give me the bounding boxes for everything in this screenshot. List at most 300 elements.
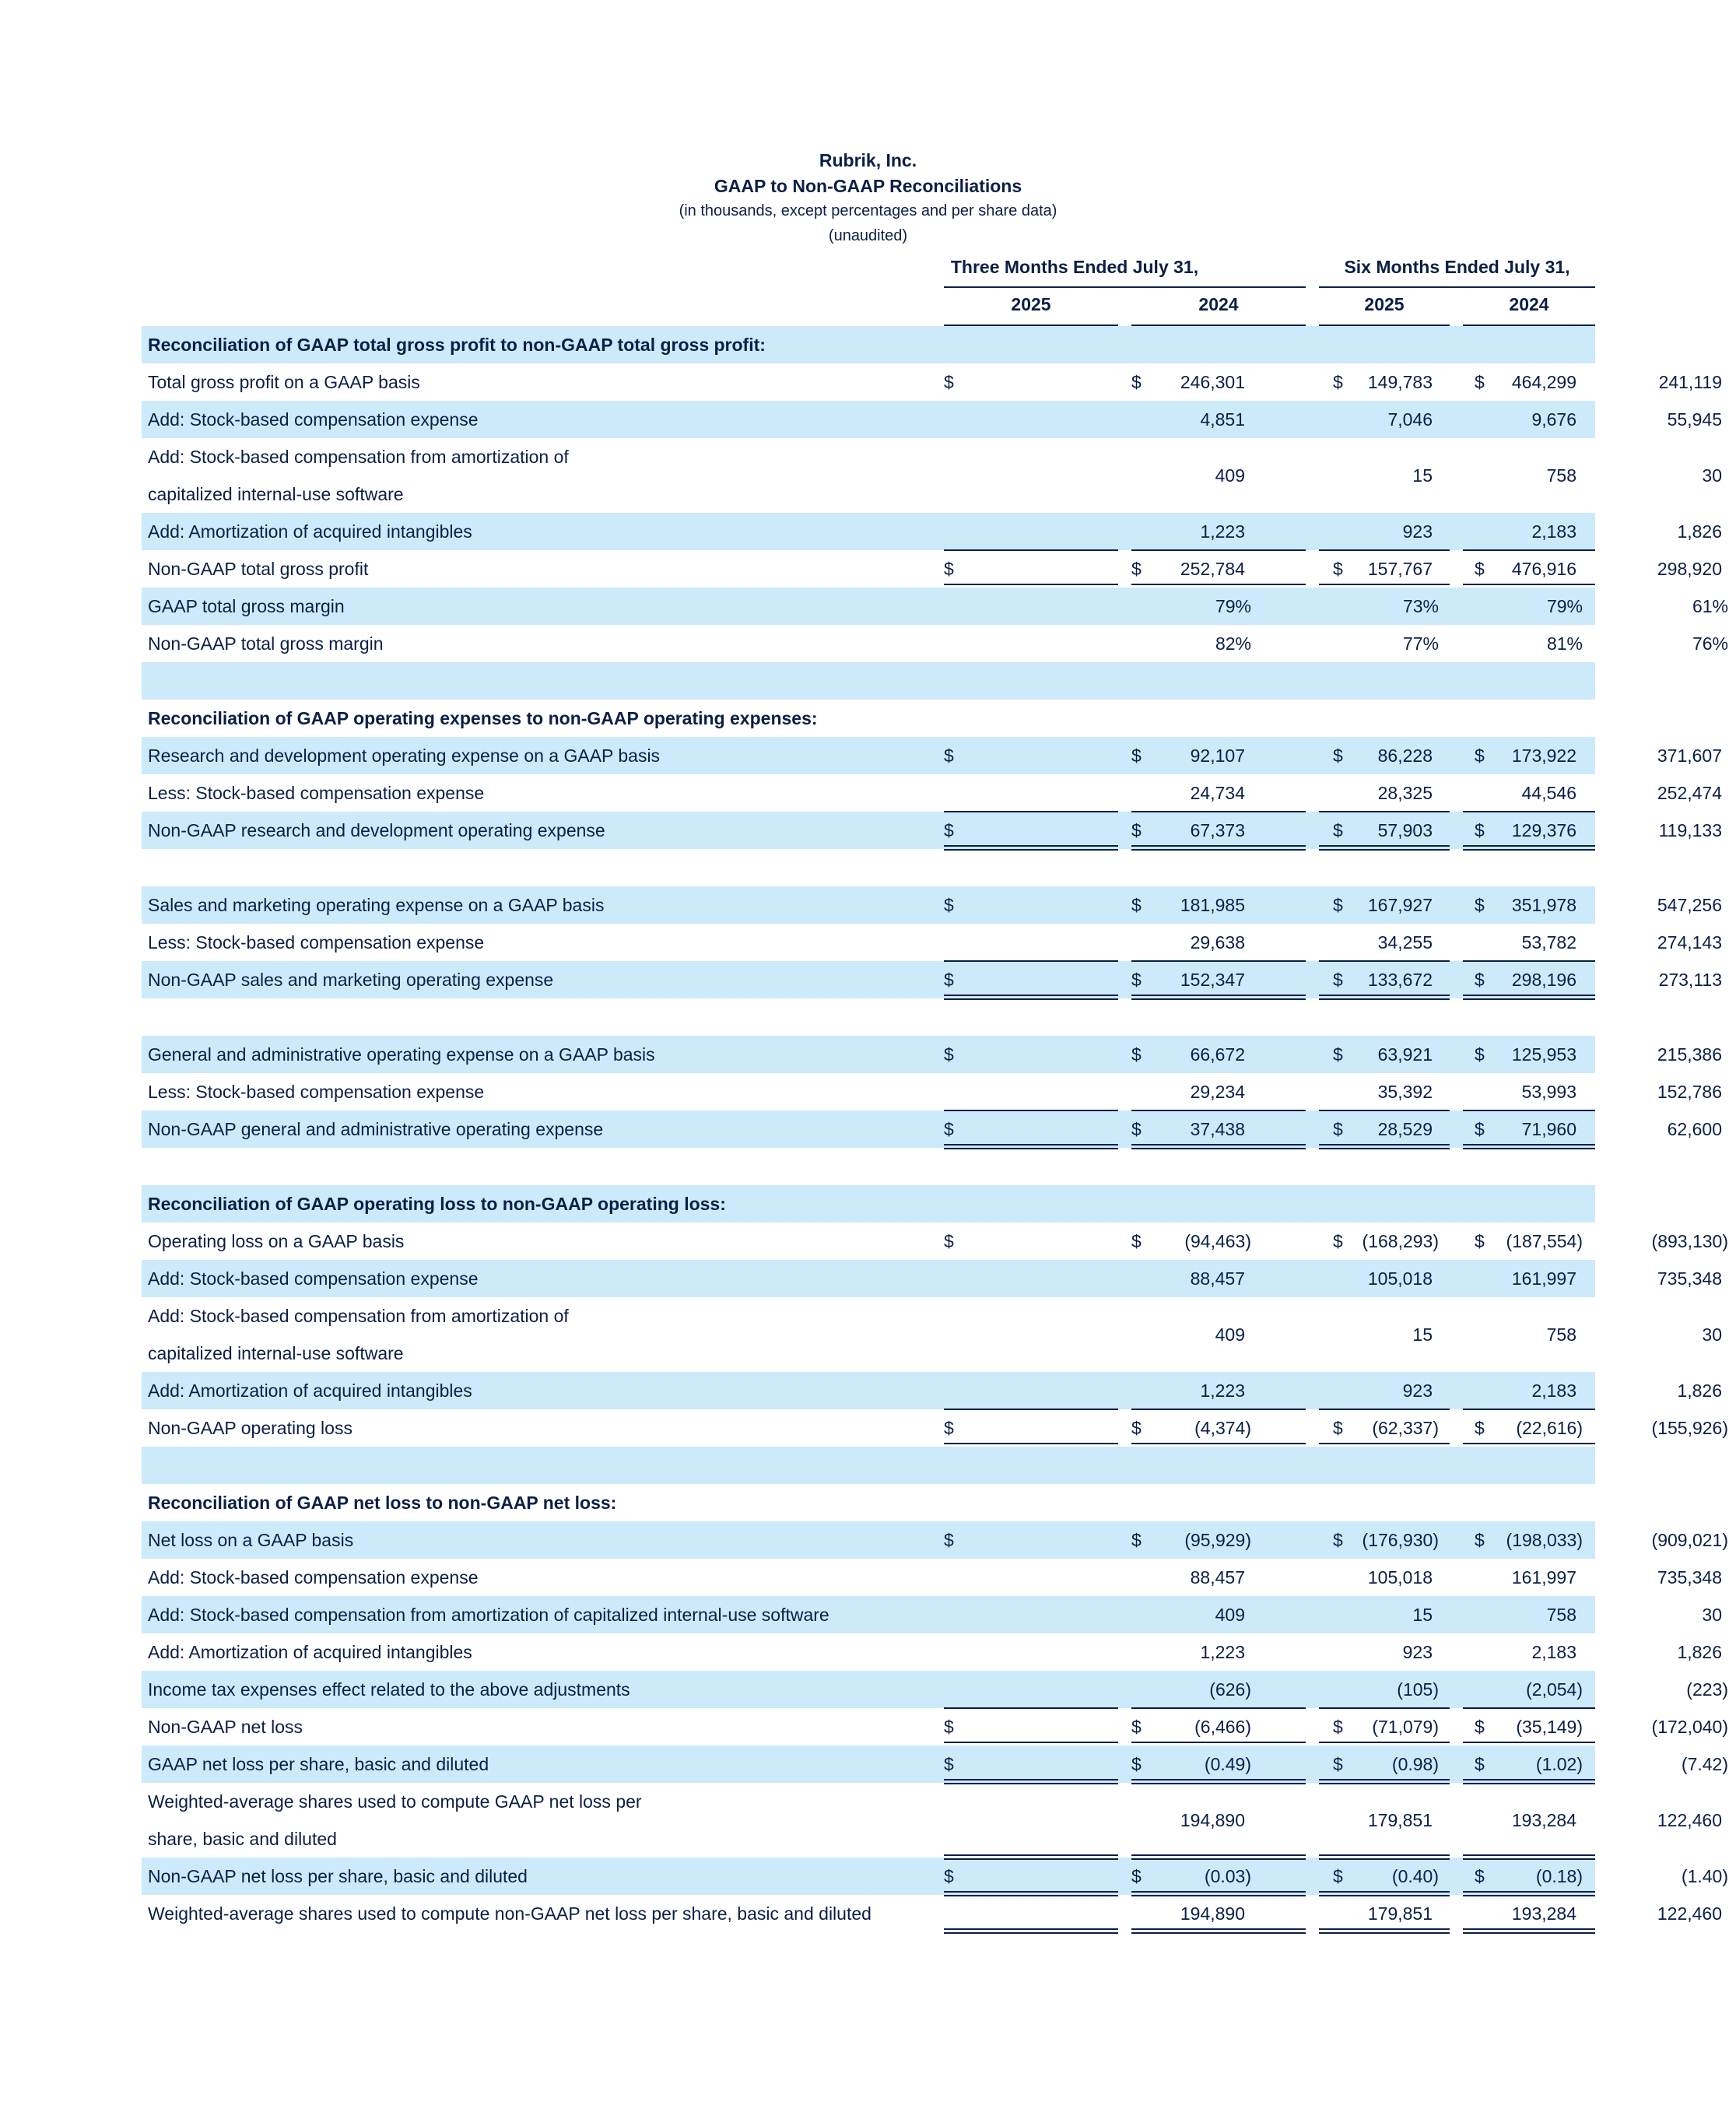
currency-symbol: $ — [944, 1866, 954, 1886]
cell-value: 29,638 — [1190, 932, 1245, 953]
cell-value: 122,460 — [1657, 1903, 1722, 1924]
currency-symbol: $ — [1131, 1231, 1142, 1251]
cell-value: 2,183 — [1531, 521, 1576, 542]
top-rule — [1131, 1707, 1306, 1709]
table-row — [142, 438, 1722, 513]
currency-symbol: $ — [944, 970, 954, 990]
currency-symbol: $ — [1475, 559, 1485, 579]
top-rule — [1319, 549, 1450, 551]
top-rule — [1463, 1110, 1595, 1111]
cell-value: (62,337) — [1372, 1418, 1439, 1438]
cell-value: 76% — [1692, 633, 1728, 654]
cell-value: 476,916 — [1511, 559, 1576, 579]
cell-value: 105,018 — [1367, 1567, 1433, 1588]
row-label: Non-GAAP net loss per share, basic and diluted — [148, 1866, 528, 1886]
section-title: Reconciliation of GAAP operating loss to non-GAAP operating loss: — [148, 1194, 726, 1214]
top-rule — [1319, 960, 1450, 962]
top-rule — [1463, 1707, 1595, 1709]
cell-value: 157,767 — [1367, 559, 1433, 579]
cell-value: (71,079) — [1372, 1717, 1439, 1737]
cell-value: 758 — [1546, 1605, 1576, 1625]
currency-symbol: $ — [1333, 1418, 1343, 1438]
spacer-row — [142, 998, 1595, 1036]
total-underline — [1319, 1928, 1450, 1934]
cell-value: (909,021) — [1651, 1530, 1728, 1550]
top-rule — [1131, 1110, 1306, 1111]
cell-value: 298,920 — [1657, 559, 1722, 579]
column-year-header: 2025 — [1364, 294, 1405, 314]
table-row — [142, 924, 1722, 961]
table-row — [142, 1671, 1728, 1708]
cell-value: (22,616) — [1516, 1418, 1583, 1438]
cell-value: 24,734 — [1190, 783, 1245, 803]
cell-value: (0.98) — [1391, 1754, 1439, 1774]
cell-value: 77% — [1402, 633, 1439, 654]
cell-value: 1,223 — [1200, 1381, 1245, 1401]
top-rule — [944, 1707, 1118, 1709]
currency-symbol: $ — [1475, 1231, 1485, 1251]
currency-symbol: $ — [1131, 1418, 1142, 1438]
cell-value: (0.40) — [1391, 1866, 1439, 1886]
currency-symbol: $ — [1333, 895, 1343, 915]
cell-value: 66,672 — [1190, 1044, 1245, 1065]
cell-value: 273,113 — [1658, 970, 1722, 990]
currency-symbol: $ — [1131, 895, 1142, 915]
currency-symbol: $ — [1131, 1530, 1142, 1550]
cell-value: 173,922 — [1511, 746, 1576, 766]
top-rule — [1319, 811, 1450, 812]
cell-value: 735,348 — [1657, 1567, 1722, 1588]
currency-symbol: $ — [1333, 372, 1343, 392]
cell-value: (6,466) — [1194, 1717, 1251, 1737]
cell-value: (187,554) — [1506, 1231, 1583, 1251]
top-rule — [944, 549, 1118, 551]
table-row — [142, 1745, 1728, 1783]
cell-value: 409 — [1215, 1324, 1245, 1345]
cell-value: 79% — [1215, 596, 1251, 616]
table-row — [142, 401, 1722, 438]
top-rule — [1463, 1409, 1595, 1410]
table-row — [142, 1260, 1722, 1297]
currency-symbol: $ — [1475, 1119, 1485, 1139]
total-underline — [944, 1928, 1118, 1934]
currency-symbol: $ — [944, 746, 954, 766]
cell-value: 409 — [1215, 1605, 1245, 1625]
currency-symbol: $ — [1131, 372, 1142, 392]
cell-value: (0.49) — [1204, 1754, 1251, 1774]
cell-value: 35,392 — [1377, 1082, 1433, 1102]
row-label: Non-GAAP general and administrative operating expense — [148, 1119, 604, 1139]
currency-symbol: $ — [1131, 559, 1142, 579]
cell-value: 194,890 — [1180, 1903, 1245, 1924]
table-row — [142, 812, 1722, 849]
top-rule — [944, 1110, 1118, 1111]
table-row — [142, 1297, 1722, 1372]
top-rule — [1131, 1854, 1306, 1860]
cell-value: 1,223 — [1200, 1642, 1245, 1662]
cell-value: 215,386 — [1657, 1044, 1722, 1065]
row-label: Add: Stock-based compensation expense — [148, 409, 479, 430]
cell-value: 53,993 — [1521, 1082, 1576, 1102]
cell-value: (893,130) — [1651, 1231, 1728, 1251]
cell-value: 88,457 — [1190, 1268, 1245, 1289]
currency-symbol: $ — [1475, 1754, 1485, 1774]
top-rule — [944, 1854, 1118, 1860]
cell-value: 167,927 — [1367, 895, 1433, 915]
currency-symbol: $ — [1475, 1530, 1485, 1550]
cell-value: 547,256 — [1657, 895, 1722, 915]
cell-value: 28,529 — [1377, 1119, 1433, 1139]
table-row — [142, 1409, 1728, 1447]
cell-value: 105,018 — [1367, 1268, 1433, 1289]
top-rule — [1131, 1409, 1306, 1410]
cell-value: (4,374) — [1194, 1418, 1251, 1438]
cell-value: 181,985 — [1180, 895, 1245, 915]
table-row — [142, 1223, 1728, 1260]
currency-symbol: $ — [1475, 746, 1485, 766]
cell-value: 28,325 — [1377, 783, 1433, 803]
currency-symbol: $ — [1333, 1530, 1343, 1550]
table-row — [142, 1633, 1722, 1671]
cell-value: 152,786 — [1657, 1082, 1722, 1102]
row-label: Non-GAAP total gross margin — [148, 633, 384, 654]
cell-value: 57,903 — [1377, 820, 1433, 840]
cell-value: 37,438 — [1190, 1119, 1245, 1139]
currency-symbol: $ — [1333, 746, 1343, 766]
row-label: Add: Stock-based compensation expense — [148, 1268, 479, 1289]
row-label: Add: Amortization of acquired intangibles — [148, 521, 472, 542]
section-header-row — [142, 1185, 1595, 1223]
top-rule — [1463, 960, 1595, 962]
currency-symbol: $ — [944, 1044, 954, 1065]
section-title: Reconciliation of GAAP net loss to non-GAAP net loss: — [148, 1493, 617, 1513]
column-year-header: 2024 — [1198, 294, 1239, 314]
currency-symbol: $ — [1131, 820, 1142, 840]
table-row — [142, 737, 1722, 774]
currency-symbol: $ — [944, 1418, 954, 1438]
cell-value: 9,676 — [1531, 409, 1576, 430]
cell-value: 119,133 — [1658, 820, 1722, 840]
row-label: Sales and marketing operating expense on a GAAP basis — [148, 895, 605, 915]
top-rule — [944, 811, 1118, 812]
cell-value: 1,826 — [1677, 521, 1722, 542]
cell-value: 371,607 — [1657, 746, 1722, 766]
table-row — [142, 1783, 1722, 1858]
cell-value: 125,953 — [1511, 1044, 1576, 1065]
currency-symbol: $ — [944, 1754, 954, 1774]
top-rule — [1131, 549, 1306, 551]
cell-value: (95,929) — [1184, 1530, 1251, 1550]
currency-symbol: $ — [1131, 1717, 1142, 1737]
row-label: Add: Stock-based compensation expense — [148, 1567, 479, 1588]
currency-symbol: $ — [1333, 970, 1343, 990]
currency-symbol: $ — [1475, 895, 1485, 915]
cell-value: (168,293) — [1362, 1231, 1439, 1251]
table-row — [142, 550, 1722, 588]
table-row — [142, 1073, 1722, 1110]
row-label: Add: Stock-based compensation from amortization of capitalized internal-use software — [148, 1605, 829, 1625]
currency-symbol: $ — [944, 1717, 954, 1737]
cell-value: 55,945 — [1667, 409, 1722, 430]
section-title: Reconciliation of GAAP operating expenses to non-GAAP operating expenses: — [148, 708, 818, 728]
cell-value: 464,299 — [1511, 372, 1576, 392]
row-label-continued: share, basic and diluted — [148, 1829, 337, 1849]
cell-value: 1,223 — [1200, 521, 1245, 542]
cell-value: 61% — [1692, 596, 1728, 616]
top-rule — [1131, 960, 1306, 962]
cell-value: 2,183 — [1531, 1642, 1576, 1662]
row-label: Net loss on a GAAP basis — [148, 1530, 354, 1550]
total-underline — [1131, 1928, 1306, 1934]
table-row — [142, 625, 1728, 662]
table-row — [142, 1372, 1722, 1409]
cell-value: 122,460 — [1657, 1810, 1722, 1830]
table-row — [142, 1858, 1728, 1895]
table-row — [142, 1895, 1722, 1932]
currency-symbol: $ — [944, 1119, 954, 1139]
row-label: Less: Stock-based compensation expense — [148, 1082, 485, 1102]
cell-value: (223) — [1686, 1679, 1728, 1700]
row-label: Add: Amortization of acquired intangibles — [148, 1642, 472, 1662]
top-rule — [1463, 1854, 1595, 1860]
cell-value: 193,284 — [1511, 1810, 1576, 1830]
row-label: Research and development operating expense on a GAAP basis — [148, 746, 661, 766]
currency-symbol: $ — [1131, 970, 1142, 990]
table-row — [142, 1036, 1722, 1073]
currency-symbol: $ — [1475, 1717, 1485, 1737]
cell-value: 67,373 — [1190, 820, 1245, 840]
column-year-header: 2025 — [1011, 294, 1051, 314]
row-label: Weighted-average shares used to compute non-GAAP net loss per share, basic and diluted — [148, 1903, 872, 1924]
cell-value: 29,234 — [1190, 1082, 1245, 1102]
cell-value: 71,960 — [1521, 1119, 1576, 1139]
row-label: Add: Stock-based compensation from amortization of — [148, 1306, 569, 1326]
row-label: GAAP total gross margin — [148, 596, 345, 616]
cell-value: 15 — [1412, 465, 1433, 486]
audit-note: (unaudited) — [828, 227, 908, 244]
spacer-row — [142, 1148, 1595, 1185]
cell-value: 44,546 — [1521, 783, 1576, 803]
cell-value: 34,255 — [1377, 932, 1433, 953]
cell-value: 241,119 — [1658, 372, 1722, 392]
cell-value: 152,347 — [1180, 970, 1245, 990]
cell-value: 351,978 — [1511, 895, 1576, 915]
currency-symbol: $ — [1333, 1119, 1343, 1139]
top-rule — [1319, 1409, 1450, 1410]
top-rule — [1463, 811, 1595, 812]
table-row — [142, 961, 1722, 998]
cell-value: 30 — [1702, 1324, 1722, 1345]
cell-value: 73% — [1402, 596, 1439, 616]
section-header-row — [142, 326, 1595, 363]
row-label: GAAP net loss per share, basic and diluted — [148, 1754, 489, 1774]
cell-value: 4,851 — [1200, 409, 1245, 430]
spacer-row — [142, 849, 1595, 886]
currency-symbol: $ — [1475, 1044, 1485, 1065]
table-row — [142, 1521, 1728, 1559]
cell-value: 923 — [1402, 521, 1433, 542]
cell-value: (0.18) — [1535, 1866, 1583, 1886]
currency-symbol: $ — [1131, 1866, 1142, 1886]
cell-value: (94,463) — [1184, 1231, 1251, 1251]
row-label-continued: capitalized internal-use software — [148, 484, 404, 504]
table-row — [142, 588, 1728, 625]
currency-symbol: $ — [1475, 970, 1485, 990]
currency-symbol: $ — [1333, 820, 1343, 840]
currency-symbol: $ — [944, 895, 954, 915]
row-label: Non-GAAP research and development operating expense — [148, 820, 605, 840]
cell-value: (105) — [1397, 1679, 1439, 1700]
cell-value: 298,196 — [1511, 970, 1576, 990]
cell-value: 82% — [1215, 633, 1251, 654]
currency-symbol: $ — [944, 372, 954, 392]
cell-value: 88,457 — [1190, 1567, 1245, 1588]
cell-value: 133,672 — [1367, 970, 1433, 990]
cell-value: (172,040) — [1651, 1717, 1728, 1737]
currency-symbol: $ — [1333, 559, 1343, 579]
top-rule — [1463, 549, 1595, 551]
currency-symbol: $ — [944, 1530, 954, 1550]
currency-symbol: $ — [1333, 1231, 1343, 1251]
cell-value: (155,926) — [1651, 1418, 1728, 1438]
row-label: Add: Stock-based compensation from amortization of — [148, 447, 569, 467]
cell-value: 81% — [1546, 633, 1583, 654]
top-rule — [1319, 1707, 1450, 1709]
cell-value: 193,284 — [1511, 1903, 1576, 1924]
row-label: Less: Stock-based compensation expense — [148, 783, 485, 803]
section-header-row — [142, 1484, 1595, 1521]
currency-symbol: $ — [944, 559, 954, 579]
cell-value: 194,890 — [1180, 1810, 1245, 1830]
cell-value: 92,107 — [1190, 746, 1245, 766]
currency-symbol: $ — [1333, 1866, 1343, 1886]
column-year-header: 2024 — [1509, 294, 1549, 314]
row-label: Non-GAAP total gross profit — [148, 559, 369, 579]
column-group-rule — [1319, 286, 1595, 288]
cell-value: 86,228 — [1377, 746, 1433, 766]
cell-value: (35,149) — [1516, 1717, 1583, 1737]
currency-symbol: $ — [1333, 1044, 1343, 1065]
spacer-row — [142, 1447, 1595, 1484]
cell-value: 1,826 — [1677, 1381, 1722, 1401]
section-header-row — [142, 700, 1595, 737]
row-label: Weighted-average shares used to compute GAAP net loss per — [148, 1791, 642, 1812]
column-group-three-months: Three Months Ended July 31, — [950, 257, 1199, 277]
cell-value: 735,348 — [1657, 1268, 1722, 1289]
cell-value: (626) — [1209, 1679, 1251, 1700]
currency-symbol: $ — [1475, 1418, 1485, 1438]
row-label: General and administrative operating expense on a GAAP basis — [148, 1044, 655, 1065]
cell-value: (176,930) — [1362, 1530, 1439, 1550]
top-rule — [944, 960, 1118, 962]
cell-value: 409 — [1215, 465, 1245, 486]
row-label: Non-GAAP operating loss — [148, 1418, 352, 1438]
row-label: Income tax expenses effect related to the above adjustments — [148, 1679, 630, 1700]
currency-symbol: $ — [1131, 1119, 1142, 1139]
table-row — [142, 1110, 1722, 1148]
cell-value: 53,782 — [1521, 932, 1576, 953]
report-subtitle: (in thousands, except percentages and per share data) — [679, 202, 1057, 219]
cell-value: 179,851 — [1367, 1903, 1433, 1924]
cell-value: 30 — [1702, 1605, 1722, 1625]
table-row — [142, 513, 1722, 550]
currency-symbol: $ — [1475, 1866, 1485, 1886]
column-group-rule — [944, 286, 1306, 288]
cell-value: (1.02) — [1535, 1754, 1583, 1774]
top-rule — [1319, 1854, 1450, 1860]
cell-value: 2,183 — [1531, 1381, 1576, 1401]
row-label: Non-GAAP sales and marketing operating expense — [148, 970, 554, 990]
cell-value: (0.03) — [1204, 1866, 1251, 1886]
cell-value: 161,997 — [1511, 1268, 1576, 1289]
cell-value: 1,826 — [1677, 1642, 1722, 1662]
row-label: Operating loss on a GAAP basis — [148, 1231, 405, 1251]
top-rule — [1319, 1110, 1450, 1111]
cell-value: 129,376 — [1511, 820, 1576, 840]
currency-symbol: $ — [1131, 746, 1142, 766]
cell-value: 149,783 — [1367, 372, 1433, 392]
cell-value: (198,033) — [1506, 1530, 1583, 1550]
currency-symbol: $ — [1333, 1717, 1343, 1737]
table-row — [142, 1559, 1722, 1596]
total-underline — [1463, 1928, 1595, 1934]
cell-value: 79% — [1546, 596, 1583, 616]
table-row — [142, 1708, 1728, 1745]
cell-value: 758 — [1546, 1324, 1576, 1345]
cell-value: 63,921 — [1377, 1044, 1433, 1065]
currency-symbol: $ — [1333, 1754, 1343, 1774]
currency-symbol: $ — [944, 820, 954, 840]
row-label: Less: Stock-based compensation expense — [148, 932, 485, 953]
cell-value: 30 — [1702, 465, 1722, 486]
top-rule — [944, 1409, 1118, 1410]
row-label: Non-GAAP net loss — [148, 1717, 303, 1737]
report-title: GAAP to Non-GAAP Reconciliations — [714, 176, 1022, 196]
column-group-six-months: Six Months Ended July 31, — [1344, 257, 1570, 277]
company-name: Rubrik, Inc. — [819, 150, 917, 170]
currency-symbol: $ — [1475, 820, 1485, 840]
cell-value: 7,046 — [1387, 409, 1433, 430]
cell-value: 15 — [1412, 1324, 1433, 1345]
row-label: Add: Amortization of acquired intangibles — [148, 1381, 472, 1401]
row-label: Total gross profit on a GAAP basis — [148, 372, 420, 392]
table-row — [142, 1596, 1722, 1633]
currency-symbol: $ — [1131, 1754, 1142, 1774]
cell-value: (2,054) — [1526, 1679, 1583, 1700]
row-label-continued: capitalized internal-use software — [148, 1343, 404, 1363]
table-row — [142, 774, 1722, 812]
cell-value: (1.40) — [1681, 1866, 1728, 1886]
cell-value: 923 — [1402, 1642, 1433, 1662]
currency-symbol: $ — [1475, 372, 1485, 392]
currency-symbol: $ — [1131, 1044, 1142, 1065]
cell-value: 161,997 — [1511, 1567, 1576, 1588]
cell-value: 758 — [1546, 465, 1576, 486]
cell-value: 274,143 — [1657, 932, 1722, 953]
cell-value: 252,784 — [1180, 559, 1245, 579]
cell-value: 15 — [1412, 1605, 1433, 1625]
section-title: Reconciliation of GAAP total gross profit to non-GAAP total gross profit: — [148, 335, 766, 355]
spacer-row — [142, 662, 1595, 700]
cell-value: 62,600 — [1667, 1119, 1722, 1139]
cell-value: 923 — [1402, 1381, 1433, 1401]
cell-value: 179,851 — [1367, 1810, 1433, 1830]
currency-symbol: $ — [944, 1231, 954, 1251]
cell-value: 246,301 — [1180, 372, 1245, 392]
cell-value: (7.42) — [1681, 1754, 1728, 1774]
top-rule — [1131, 811, 1306, 812]
cell-value: 252,474 — [1657, 783, 1722, 803]
